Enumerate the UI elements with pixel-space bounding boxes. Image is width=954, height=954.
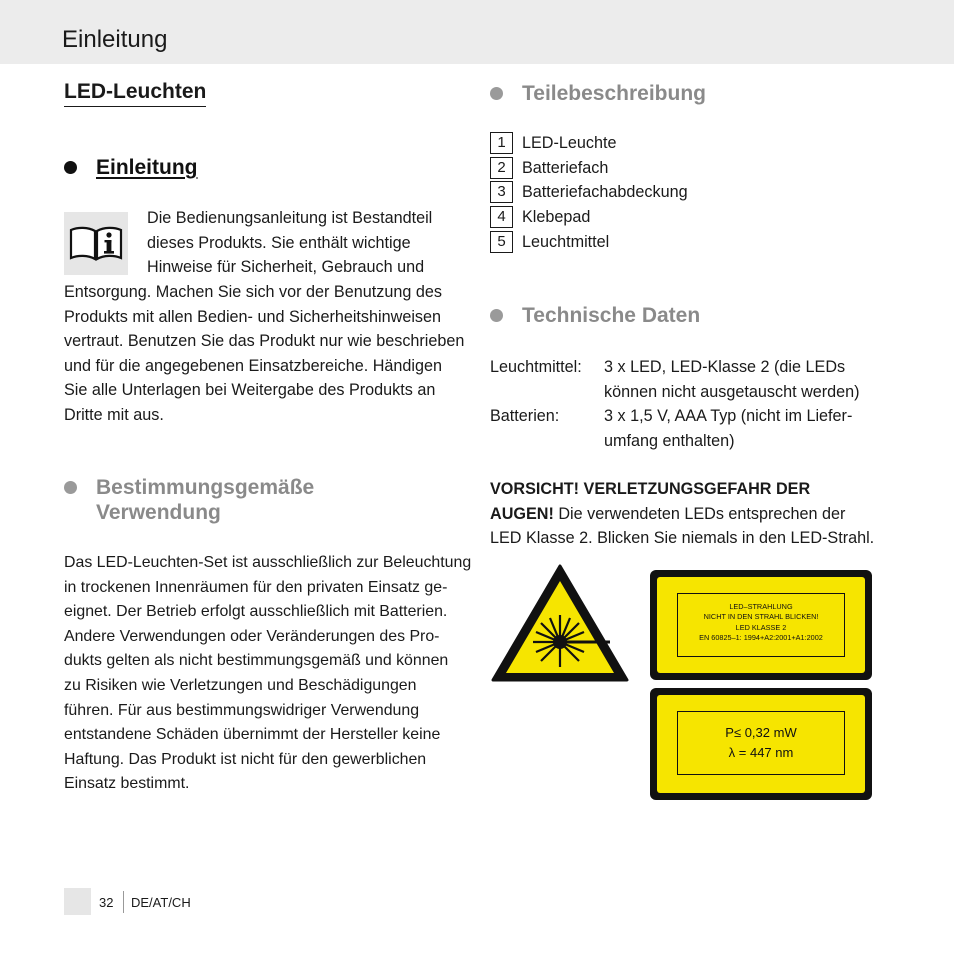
book-info-icon xyxy=(64,212,128,275)
bullet-icon xyxy=(490,309,503,322)
bullet-icon xyxy=(64,161,77,174)
bullet-icon xyxy=(64,481,77,494)
usage-heading: Bestimmungsgemäße Verwendung xyxy=(64,475,314,525)
bullet-icon xyxy=(490,87,503,100)
main-heading: LED-Leuchten xyxy=(64,80,206,107)
page-number: 32 xyxy=(99,895,114,910)
footer-divider xyxy=(123,891,124,913)
page-title: Einleitung xyxy=(62,26,168,53)
tech-heading: Technische Daten xyxy=(490,303,700,328)
led-class-label: LED–STRAHLUNG NICHT IN DEN STRAHL BLICKEN! LED KLASSE 2 EN 60825–1: 1994+A2:2001+A1:2002 xyxy=(650,570,872,680)
led-power-label: P≤ 0,32 mW λ = 447 nm xyxy=(650,688,872,800)
intro-text-rest: Entsorgung. Machen Sie sich vor der Benutzung des Produkts mit allen Bedien- und Sicherheitshinweisen vertraut. Benutzen Sie das Produkt nur wie beschrieben und für die angegebenen Einsatzbereiche. Händigen Sie alle Unterlagen bei Weitergabe des Produkts an Dritte mit aus. xyxy=(64,283,465,424)
warning-text: VORSICHT! VERLETZUNGSGEFAHR DER AUGEN! Die verwendeten LEDs entsprechen der LED Klasse 2. Blicken Sie niemals in den LED-Strahl. xyxy=(490,480,875,548)
laser-warning-icon xyxy=(490,563,630,683)
usage-text: Das LED-Leuchten-Set ist ausschließlich zur Beleuchtung in trockenen Innenräumen für den privaten Einsatz ge- eignet. Der Betrieb erfolgt ausschließlich mit Batterien. Andere Verwendungen oder Veränderungen des Pro- dukts gelten als nicht bestimmungsgemäß und können zu Risiken wie Verletzungen und Beschädigungen führen. Für aus bestimmungswidriger Verwendung entstandene Schäden übernimmt der Hersteller keine Haftung. Das Produkt ist nicht für den gewerblichen Einsatz bestimmt. xyxy=(64,554,472,793)
footer-marker xyxy=(64,888,91,915)
region-code: DE/AT/CH xyxy=(131,895,191,910)
intro-text-first: Die Bedienungsanleitung ist Bestandteil dieses Produkts. Sie enthält wichtige Hinweise für Sicherheit, Gebrauch und xyxy=(147,209,433,277)
parts-heading: Teilebeschreibung xyxy=(490,81,706,106)
intro-heading: Einleitung xyxy=(64,155,198,180)
